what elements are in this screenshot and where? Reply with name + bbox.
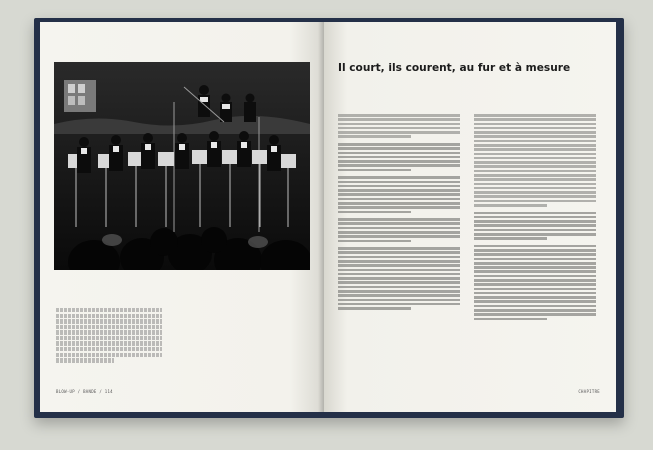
caption-line xyxy=(56,341,162,345)
paragraph xyxy=(338,143,460,171)
caption-line xyxy=(56,330,162,334)
band-photo-image xyxy=(54,62,310,270)
paragraph xyxy=(338,176,460,213)
left-page xyxy=(40,22,324,412)
caption-line xyxy=(56,336,162,340)
caption-line xyxy=(56,353,162,357)
paragraph xyxy=(474,212,596,240)
text-column-right xyxy=(474,114,596,325)
paragraph xyxy=(338,114,460,138)
caption-line xyxy=(56,347,162,351)
caption-line xyxy=(56,325,162,329)
paragraph xyxy=(338,247,460,310)
right-folio: CHAPITRE xyxy=(578,389,600,394)
paragraph xyxy=(474,114,596,207)
paragraph xyxy=(474,245,596,320)
photo-caption xyxy=(56,308,162,364)
text-column-left xyxy=(338,114,460,315)
right-page xyxy=(324,22,616,412)
caption-line xyxy=(56,358,114,362)
band-photo xyxy=(54,62,310,270)
paragraph xyxy=(338,218,460,242)
caption-line xyxy=(56,308,162,312)
chapter-title: Il court, ils courent, au fur et à mesure xyxy=(338,62,571,74)
left-folio: BLOW-UP / BANDE / 114 xyxy=(56,389,113,394)
caption-line xyxy=(56,314,162,318)
caption-line xyxy=(56,319,162,323)
